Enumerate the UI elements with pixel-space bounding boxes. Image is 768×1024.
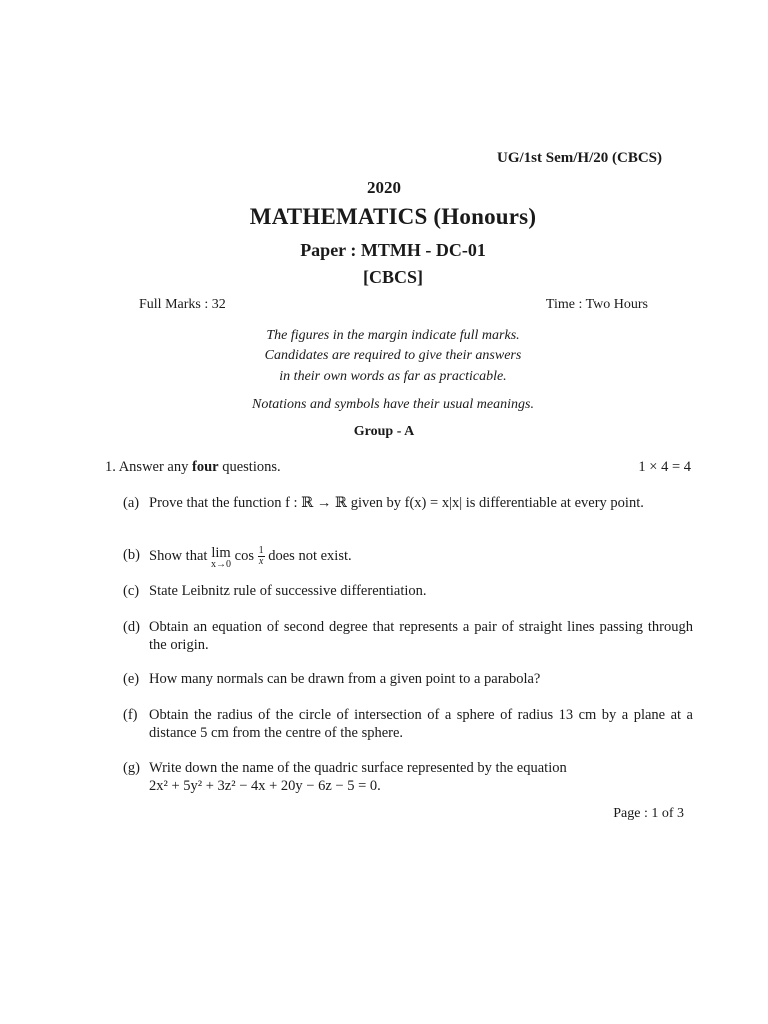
instruction-line: The figures in the margin indicate full marks. [266,328,520,343]
part-label: (g) [123,760,140,776]
fraction-numerator: 1 [258,545,264,556]
part-c [123,582,693,600]
subject-title: MATHEMATICS (Honours) [249,204,537,229]
page-number: Page : 1 of 3 [613,806,684,821]
question-1 [105,459,281,476]
full-marks: Full Marks : 32 [139,297,226,312]
part-text-pre: Show that [149,547,208,564]
quadric-equation: 2x² + 5y² + 3z² − 4x + 20y − 6z − 5 = 0. [149,778,381,794]
part-label: (e) [123,671,140,687]
part-d [123,618,693,654]
cos-function: cos [234,547,254,564]
paper-code: UG/1st Sem/H/20 (CBCS) [497,150,662,166]
exam-year: 2020 [367,178,401,197]
part-e [123,670,693,688]
part-text-post: does not exist. [268,547,352,564]
fraction [258,546,265,567]
question-number: 1. [105,459,116,475]
part-text: Obtain the radius of the circle of intersection of a sphere of radius 13 cm by a plane at a distance 5 cm from the centre of the sphere. [149,707,693,741]
limit-expression [211,546,231,570]
part-text [149,546,693,570]
part-text: How many normals can be drawn from a given point to a parabola? [149,671,541,687]
time-allowed: Time : Two Hours [545,297,648,312]
part-label: (b) [123,547,140,563]
question-text: Answer any [118,459,189,475]
paper-number: Paper : MTMH - DC-01 [300,240,486,260]
part-g [123,759,693,795]
instruction-line: Candidates are required to give their answers [264,348,522,363]
instruction-line: in their own words as far as practicable. [279,369,507,384]
part-label: (d) [123,619,140,635]
part-text: State Leibnitz rule of successive differentiation. [149,583,427,599]
group-heading: Group - A [353,424,415,439]
limit-word: lim [211,545,231,561]
part-text: Write down the name of the quadric surface represented by the equation [149,760,567,776]
part-label: (f) [123,707,138,723]
instruction-line: Notations and symbols have their usual meanings. [252,397,534,412]
question-emphasis: four [192,459,219,475]
scheme-label: [CBCS] [362,267,423,287]
part-a [123,494,693,512]
part-label: (c) [123,583,140,599]
part-label: (a) [123,495,140,511]
part-text: Prove that the function f : ℝ → ℝ given by f(x) = x|x| is differentiable at every point. [149,495,644,511]
part-f [123,706,693,742]
fraction-denominator: x [258,556,264,567]
question-text: questions. [222,459,281,475]
question-marks: 1 × 4 = 4 [638,459,691,475]
part-b [123,546,693,570]
limit-subscript: x→0 [211,559,232,570]
part-text: Obtain an equation of second degree that represents a pair of straight lines passing through the origin. [149,619,693,653]
